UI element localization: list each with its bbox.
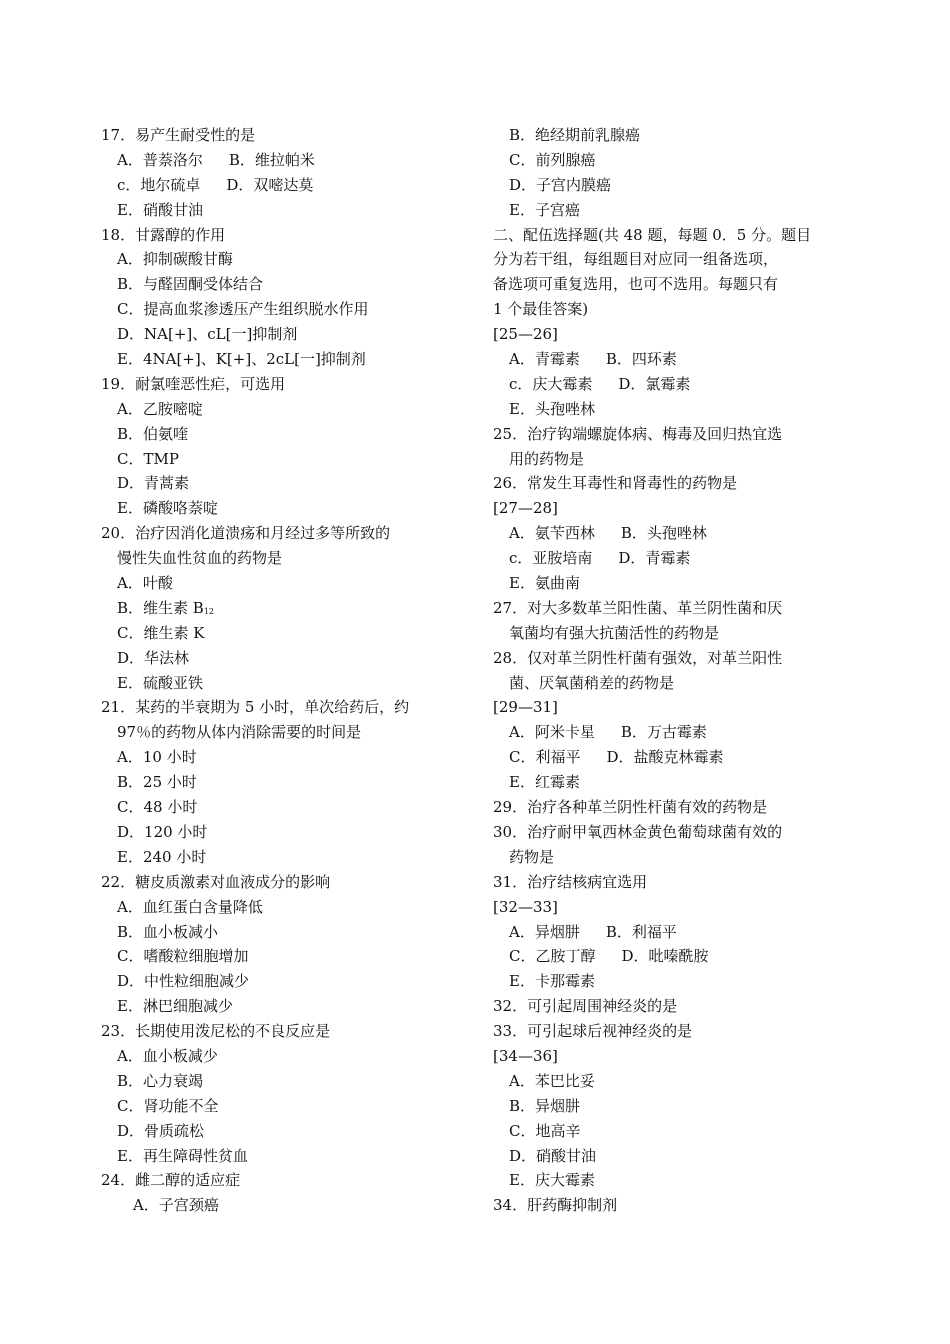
answer-option: E．氨曲南 [509,574,580,593]
answer-option-pair [493,920,823,945]
answer-option: D．华法林 [117,648,190,667]
answer-option: A．普萘洛尔 [117,150,203,169]
question-text-continued: 97％的药物从体内消除需要的时间是 [117,723,362,742]
answer-option: B．绝经期前乳腺癌 [509,126,641,144]
answer-option: E．240 小时 [117,847,207,866]
answer-option: A．抑制碳酸甘酶 [117,250,233,269]
question-text: 34．肝药酶抑制剂 [493,1196,618,1215]
answer-option: A．苯巴比妥 [509,1071,595,1090]
answer-option: D．青霉素 [618,549,691,568]
question-text: 20．治疗因消化道溃疡和月经过多等所致的 [101,524,391,543]
question-text: 25．治疗钩端螺旋体病、梅毒及回归热宜选 [493,424,783,443]
answer-option: E．卡那霉素 [509,972,595,991]
answer-option-pair [493,347,823,372]
answer-option-pair [493,546,823,571]
answer-option: A．氨苄西林 [509,524,595,543]
answer-option: B．万古霉素 [620,723,707,742]
answer-option: B．与醛固酮受体结合 [117,275,264,294]
answer-option: B．四环素 [605,350,677,369]
question-text: 32．可引起周围神经炎的是 [493,997,678,1016]
answer-option: B．异烟肼 [509,1096,581,1115]
question-text-continued: 用的药物是 [509,449,585,468]
question-text: [27—28] [493,499,558,518]
answer-option: A．青霉素 [509,350,580,369]
answer-option-pair [101,148,441,173]
answer-option: D．120 小时 [117,822,208,841]
answer-option: A．血小板减少 [117,1046,218,1065]
answer-option: C．前列腺癌 [509,150,596,169]
question-text: 24．雌二醇的适应症 [101,1171,241,1190]
question-text: 21．某药的半衰期为 5 小时，单次给药后，约 [101,698,410,717]
answer-option: D．NA[+]、cL[一]抑制剂 [117,325,298,344]
question-text: 17．易产生耐受性的是 [101,126,256,144]
answer-option: C．TMP [117,449,179,468]
answer-option: E．红霉素 [509,773,580,792]
question-text: 1 个最佳答案) [493,300,589,319]
answer-option-text: B．维生素 B [117,598,204,617]
question-text: 27．对大多数革兰阳性菌、革兰阴性菌和厌 [493,598,783,617]
answer-option: E．再生障碍性贫血 [117,1146,248,1165]
answer-option: B．利福平 [605,922,677,941]
answer-option: A．子宫颈癌 [133,1196,219,1215]
answer-option: D．盐酸克林霉素 [606,748,724,767]
answer-option: E．子宫癌 [509,200,580,219]
answer-option: B．维拉帕米 [228,150,315,169]
question-text: 30．治疗耐甲氧西林金黄色葡萄球菌有效的 [493,822,783,841]
question-text: 23．长期使用泼尼松的不良反应是 [101,1022,331,1041]
question-text-continued: 菌、厌氧菌稍差的药物是 [509,673,675,692]
answer-option: B．25 小时 [117,773,197,792]
answer-option: A．10 小时 [117,748,197,767]
answer-option: C．提高血浆渗透压产生组织脱水作用 [117,300,369,319]
answer-option-subscript: 12 [203,606,215,616]
answer-option: E．磷酸咯萘啶 [117,499,218,518]
question-text: 31．治疗结核病宜选用 [493,872,648,891]
answer-option: D．吡嗪酰胺 [621,947,709,966]
answer-option: E．4NA[+]、K[+]、2cL[一]抑制剂 [117,350,366,369]
answer-option: A．阿米卡星 [509,723,595,742]
answer-option: A．血红蛋白含量降低 [117,897,263,916]
answer-option: C．嗜酸粒细胞增加 [117,947,249,966]
answer-option: C．48 小时 [117,798,198,817]
answer-option: A．叶酸 [117,574,173,593]
answer-option: E．头孢唑林 [509,399,595,418]
answer-option-pair [493,944,823,969]
answer-option: B．头孢唑林 [620,524,707,543]
question-text: [34—36] [493,1046,558,1065]
answer-option-pair [101,173,441,198]
question-text: [29—31] [493,698,558,717]
question-text: 分为若干组，每组题目对应同一组备选项， [493,250,779,269]
answer-option: C．肾功能不全 [117,1096,219,1115]
answer-option: D．中性粒细胞减少 [117,972,250,991]
answer-option: c．亚胺培南 [509,549,593,568]
answer-option-pair [493,372,823,397]
question-text: [32—33] [493,897,558,916]
answer-option: C．维生素 K [117,623,205,642]
answer-option: C．利福平 [509,748,581,767]
question-text-continued: 慢性失血性贫血的药物是 [117,549,283,568]
answer-option: E．淋巴细胞减少 [117,997,233,1016]
answer-option: D．青蒿素 [117,474,190,493]
question-text: 29．治疗各种革兰阴性杆菌有效的药物是 [493,798,768,817]
question-text: 28．仅对革兰阴性杆菌有强效，对革兰阳性 [493,648,783,667]
answer-option-pair [493,745,823,770]
right-column [493,123,823,1218]
answer-option: D．氯霉素 [618,374,691,393]
answer-option: E．硝酸甘油 [117,200,203,219]
answer-option: A．异烟肼 [509,922,580,941]
question-text: 19．耐氯喹恶性疟，可选用 [101,374,286,393]
answer-option: C．地高辛 [509,1121,581,1140]
question-text: 18．甘露醇的作用 [101,225,226,244]
answer-option: c．地尔硫卓 [117,175,201,194]
question-text: 33．可引起球后视神经炎的是 [493,1022,693,1041]
answer-option: B．伯氨喹 [117,424,189,443]
answer-option: D．骨质疏松 [117,1121,205,1140]
answer-option: C．乙胺丁醇 [509,947,596,966]
answer-option: B．血小板减小 [117,922,219,941]
question-text: 26．常发生耳毒性和肾毒性的药物是 [493,474,738,493]
answer-option [101,596,441,621]
answer-option: D．硝酸甘油 [509,1146,597,1165]
answer-option: D．双嘧达莫 [226,175,314,194]
answer-option: D．子宫内膜癌 [509,175,612,194]
answer-option: E．硫酸亚铁 [117,673,203,692]
answer-option: B．心力衰竭 [117,1071,204,1090]
question-text: 备选项可重复选用，也可不选用。每题只有 [493,275,779,294]
question-text: 22．糖皮质激素对血液成分的影响 [101,872,331,891]
left-column [101,123,441,1218]
answer-option-pair [493,521,823,546]
question-text-continued: 药物是 [509,847,555,866]
answer-option: E．庆大霉素 [509,1171,595,1190]
answer-option: A．乙胺嘧啶 [117,399,203,418]
question-text: [25—26] [493,325,558,344]
answer-option-pair [493,720,823,745]
question-text: 二、配伍选择题(共 48 题，每题 0．5 分。题目 [493,225,812,244]
question-text-continued: 氧菌均有强大抗菌活性的药物是 [509,623,720,642]
answer-option: c．庆大霉素 [509,374,593,393]
